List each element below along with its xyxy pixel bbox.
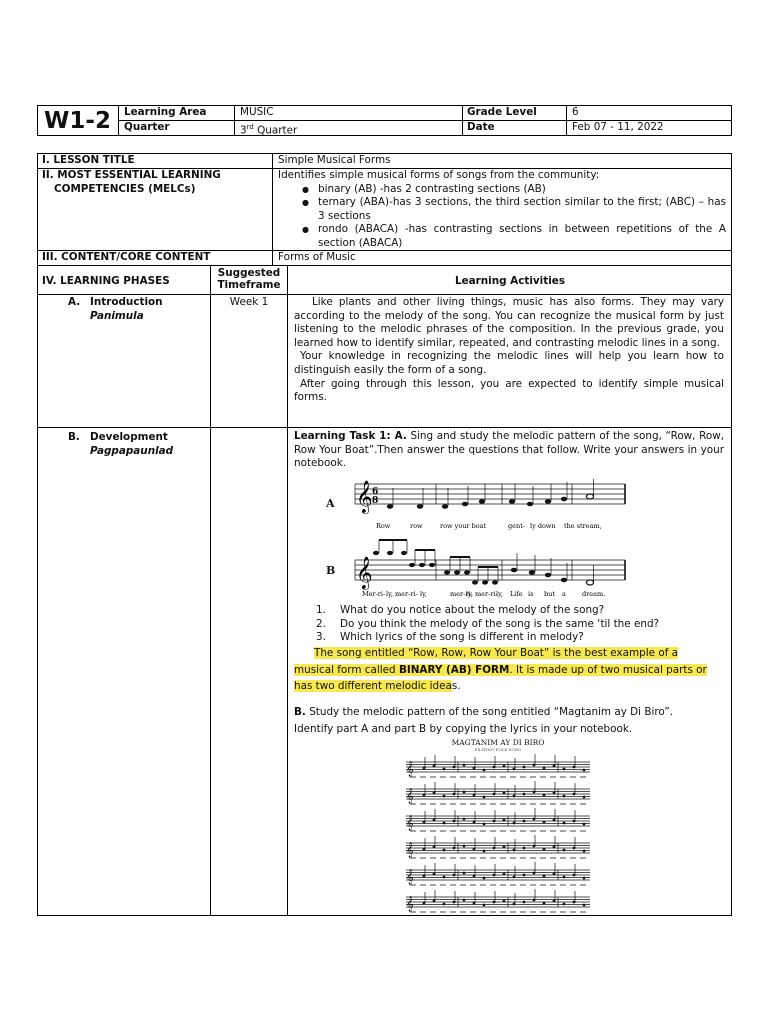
intro-subtitle: Panimula [90,310,144,322]
svg-text:ly down: ly down [530,522,556,530]
svg-text:Row: Row [376,522,391,530]
svg-text:the stream,: the stream, [564,522,602,530]
melc-content: Identifies simple musical forms of songs from the community: ● binary (AB) -has 2 contrasting sections (AB) ● ternary (ABA)-has 3 sections, the third section similar to the first; (ABC) – has 3 sections ● rondo (ABACA) -has contrasting sections in between repetitions of the A section (ABACA) [278,169,726,251]
magtanim-staves [398,752,598,918]
magtanim-sheet-music [398,738,598,918]
melc-item: ● rondo (ABACA) -has contrasting sections in between repetitions of the A section (ABACA) [278,223,726,250]
date-value: Feb 07 - 11, 2022 [572,121,664,133]
intro-text: Like plants and other living things, music has also forms. They may vary according to the melody of the song. You can recognize the musical form by just listening to the melodic phrases of the composition. In the previous grade, you learned how to identify similar, repeated, and contrasting melodic lines in a song. Your knowledge in recognizing the melodic lines will help you learn how to distinguish easily the form of a song. After going through this lesson, you are expected to identify simple musical forms. [294,296,724,404]
sheet-title: MAGTANIM AY DI BIRO [451,738,545,747]
svg-text:a: a [562,590,566,598]
lesson-title-label: I. LESSON TITLE [42,154,135,166]
learning-area-value: MUSIC [240,106,274,118]
melc-item: ● ternary (ABA)-has 3 sections, the third section similar to the first; (ABC) – has 3 sections [278,196,726,223]
grade-level-label: Grade Level [467,106,537,118]
staff-a [355,479,625,514]
sheet-subtitle: FILIPINO FOLK SONG [474,747,522,752]
svg-text:dream.: dream. [582,590,606,598]
quarter-value: 3rd Quarter [240,123,298,137]
content-value: Forms of Music [278,251,356,263]
week-code: W1-2 [44,107,111,134]
part-b-label: B [326,564,336,577]
svg-text:ly,: ly, [420,590,427,598]
staff-b [355,540,625,590]
question-item: 1. What do you notice about the melody of the song? [316,604,605,616]
svg-text:Life: Life [510,590,523,598]
intro-letter: A. [68,296,81,308]
melc-label: II. MOST ESSENTIAL LEARNING COMPETENCIES (MELCs) [42,169,221,195]
svg-text:Mer-ri-: Mer-ri- [362,590,386,598]
intro-timeframe: Week 1 [229,296,269,308]
svg-text:gent-: gent- [508,522,526,530]
binary-definition: The song entitled “Row, Row, Row Your Boat” is the best example of a musical form called BINARY (AB) FORM. It is made up of two musical parts or has two different melodic ideas. [294,647,707,692]
content-label: III. CONTENT/CORE CONTENT [42,251,211,263]
lyrics-b [362,590,605,598]
intro-title: Introduction [90,296,163,308]
question-item: 3. Which lyrics of the song is different in melody? [316,631,584,644]
phases-header: IV. LEARNING PHASES [42,275,170,287]
lyrics-a [376,522,602,530]
part-a-label: A [326,497,335,510]
svg-text:8: 8 [372,496,379,506]
svg-text:row your boat: row your boat [440,522,487,530]
part-b-instructions: B. Study the melodic pattern of the song entitled “Magtanim ay Di Biro”. Identify part A and part B by copying the lyrics in your notebook. [294,706,674,735]
melc-item: ● binary (AB) -has 2 contrasting sections (AB) [278,183,726,197]
grade-level-value: 6 [572,106,579,118]
svg-text:𝄞: 𝄞 [356,556,373,589]
activities-header: Learning Activities [454,275,566,287]
svg-text:but: but [544,590,555,598]
svg-text:ly, mer-ri-: ly, mer-ri- [386,590,418,598]
lesson-title-value: Simple Musical Forms [278,154,391,166]
quarter-label: Quarter [124,121,170,133]
svg-text:𝄞: 𝄞 [406,762,414,777]
date-label: Date [467,121,495,133]
svg-text:is: is [528,590,534,598]
svg-text:row: row [410,522,423,530]
svg-text:6: 6 [372,487,379,497]
svg-text:ly, mer-ri-: ly, mer-ri- [466,590,498,598]
question-item: 2. Do you think the melody of the song is the same ‘til the end? [316,617,660,630]
learning-area-label: Learning Area [124,106,207,118]
question-list [294,604,724,645]
task-instructions: Learning Task 1: A. Sing and study the melodic pattern of the song, “Row, Row, Row Your Boat”.Then answer the questions that follow. Write your answers in your notebook. [294,430,725,470]
dev-subtitle: Pagpapaunlad [90,445,174,457]
dev-letter: B. [68,431,80,443]
treble-clef-icon: 𝄞 [356,480,373,513]
svg-text:ly,: ly, [496,590,503,598]
svg-text:mer-ri-: mer-ri- [450,590,473,598]
dev-title: Development [90,431,168,443]
timeframe-header: Suggested Timeframe [217,267,281,291]
row-row-score [350,478,635,598]
